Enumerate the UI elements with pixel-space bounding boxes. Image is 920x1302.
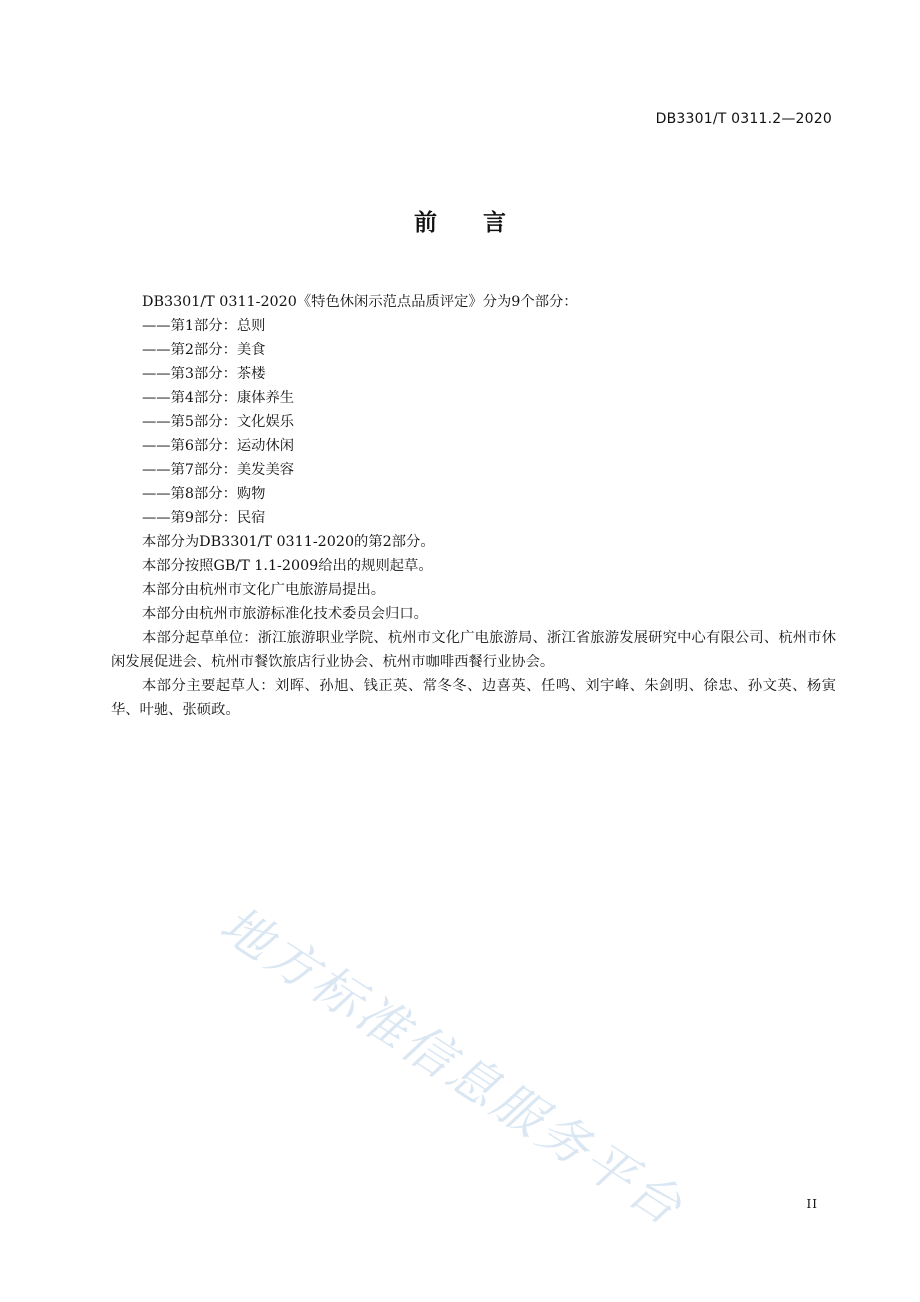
paragraph-proposer: 本部分由杭州市文化广电旅游局提出。 [142, 582, 386, 598]
list-item: ——第9部分：民宿 [142, 510, 266, 526]
title-char-1: 前 [414, 210, 437, 236]
page-number: II [806, 1197, 818, 1211]
paragraph-part-statement: 本部分为DB3301/T 0311-2020的第2部分。 [142, 534, 435, 550]
paragraph-drafting-rules: 本部分按照GB/T 1.1-2009给出的规则起草。 [142, 558, 433, 574]
parts-list [111, 314, 836, 530]
paragraph-drafters: 本部分主要起草人：刘晖、孙旭、钱正英、常冬冬、边喜英、任鸣、刘宇峰、朱剑明、徐忠、孙文英、杨寅华、叶驰、张硕政。 [111, 678, 836, 718]
list-item: ——第7部分：美发美容 [142, 462, 295, 478]
list-item: ——第3部分：茶楼 [142, 366, 266, 382]
paragraph-drafting-units: 本部分起草单位：浙江旅游职业学院、杭州市文化广电旅游局、浙江省旅游发展研究中心有限公司、杭州市休闲发展促进会、杭州市餐饮旅店行业协会、杭州市咖啡西餐行业协会。 [111, 630, 836, 670]
standard-code: DB3301/T 0311.2—2020 [655, 111, 832, 127]
intro-paragraph: DB3301/T 0311-2020《特色休闲示范点品质评定》分为9个部分： [142, 294, 578, 310]
list-item: ——第1部分：总则 [142, 318, 266, 334]
title-char-2: 言 [483, 210, 506, 236]
page-title [0, 204, 920, 237]
list-item: ——第8部分：购物 [142, 486, 266, 502]
list-item: ——第4部分：康体养生 [142, 390, 295, 406]
paragraph-administrator: 本部分由杭州市旅游标准化技术委员会归口。 [142, 606, 428, 622]
list-item: ——第2部分：美食 [142, 342, 266, 358]
list-item: ——第5部分：文化娱乐 [142, 414, 295, 430]
list-item: ——第6部分：运动休闲 [142, 438, 295, 454]
watermark: 地方标准信息服务平台 [210, 895, 695, 1238]
foreword-body [111, 290, 836, 722]
